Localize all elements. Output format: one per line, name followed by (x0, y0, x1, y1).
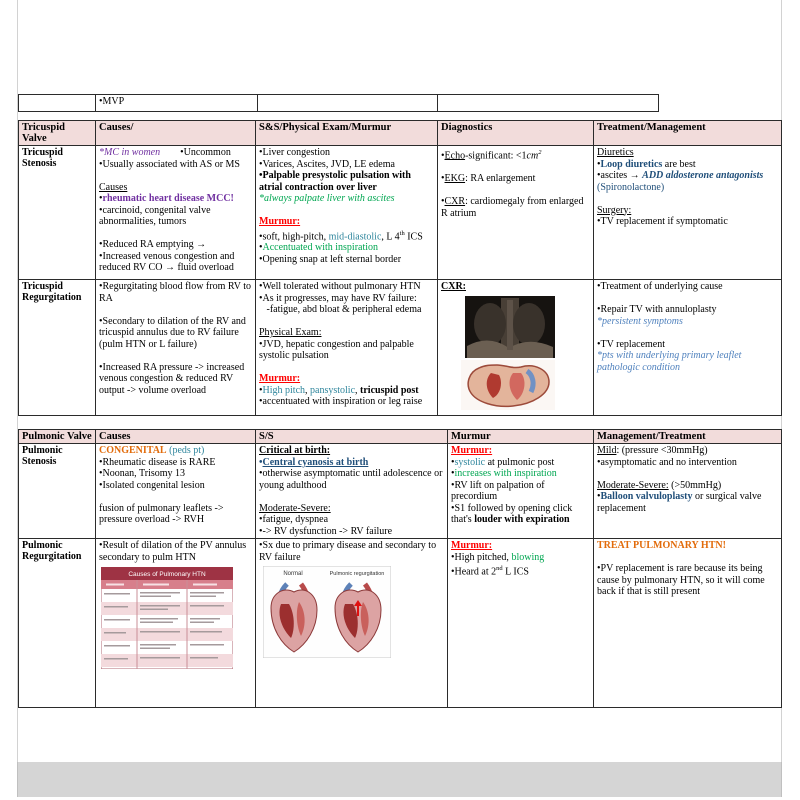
cell-pulmonic-stenosis-management: Mild: (pressure <30mmHg) •asymptomatic and no intervention Moderate-Severe: (>50mmHg) •Balloon valvuloplasty or surgical valve replacement (594, 444, 782, 539)
column-header-causes: Causes (96, 430, 256, 444)
cell-pulmonic-stenosis-ss: Critical at birth: •Central cyanosis at birth •otherwise asymptomatic until adolescence or young adulthood Moderate-Severe: •fatigue, dyspnea •-> RV dysfunction -> RV failure (256, 444, 448, 539)
cell-tricuspid-regurgitation-causes: •Regurgitating blood flow from RV to RA •Secondary to dilation of the RV and tricuspid annulus due to RV failure (pulm HTN or L failure) •Increased RA pressure -> increased venous congestion & reduced RV output -> volume overload (96, 280, 256, 416)
diagnostics-text: CXR: (441, 281, 466, 292)
cell-pulmonic-regurgitation-ss (256, 539, 448, 708)
column-header-causes: Causes/ (96, 121, 256, 146)
row-header-pulmonic-regurgitation: Pulmonic Regurgitation (19, 539, 96, 708)
column-header-tricuspid-valve: Tricuspid Valve (19, 121, 96, 146)
fragment-cell-empty-1 (19, 95, 96, 112)
cell-tricuspid-regurgitation-ss: •Well tolerated without pulmonary HTN •As it progresses, may have RV failure: -fatigue, abd bloat & peripheral edema Physical Exam: •JVD, hepatic congestion and palpable systolic pulsation Murmur: •High pitch, pansystolic, tricuspid post •accentuated with inspiration or leg raise (256, 280, 438, 416)
page-bottom-shadow (17, 762, 782, 797)
causes-text: •Result of dilation of the PV annulus secondary to pulm HTN (99, 540, 249, 563)
cell-tricuspid-regurgitation-treatment: •Treatment of underlying cause •Repair TV with annuloplasty *persistent symptoms •TV replacement *pts with underlying primary leaflet pathologic condition (594, 280, 782, 416)
heart-label-regurgitation: Pulmonic regurgitation (329, 571, 385, 577)
cell-tricuspid-stenosis-diagnostics: •Echo-significant: $<1cm^2$ •EKG: RA enlargement •CXR: cardiomegaly from enlarged R atrium (438, 146, 594, 280)
heart-diagram-image (461, 360, 555, 410)
cell-pulmonic-stenosis-causes: CONGENITAL (peds pt) •Rheumatic disease is RARE •Noonan, Trisomy 13 •Isolated congenital lesion fusion of pulmonary leaflets -> pressure overload -> RVH (96, 444, 256, 539)
pulm-htn-table-title: Causes of Pulmonary HTN (128, 571, 206, 578)
column-header-management: Management/Treatment (594, 430, 782, 444)
row-header-pulmonic-stenosis: Pulmonic Stenosis (19, 444, 96, 539)
cell-pulmonic-stenosis-murmur: Murmur: •systolic at pulmonic post •increases with inspiration •RV lift on palpation of precordium •S1 followed by opening click that's louder with expiration (448, 444, 594, 539)
cell-pulmonic-regurgitation-murmur: Murmur: •High pitched, blowing •Heard at 2nd L ICS (448, 539, 594, 708)
previous-table-fragment (18, 94, 659, 112)
row-header-tricuspid-stenosis: Tricuspid Stenosis (19, 146, 96, 280)
column-header-ss-exam-murmur: S&S/Physical Exam/Murmur (256, 121, 438, 146)
chest-xray-image (465, 296, 555, 358)
pulmonary-htn-causes-table-image (101, 567, 233, 669)
tricuspid-valve-table (18, 120, 782, 416)
cell-pulmonic-regurgitation-causes (96, 539, 256, 708)
column-header-pulmonic-valve: Pulmonic Valve (19, 430, 96, 444)
cell-tricuspid-stenosis-treatment: Diuretics •Loop diuretics are best •ascites → ADD aldosterone antagonists (Spironolactone) Surgery: •TV replacement if symptomatic (594, 146, 782, 280)
fragment-cell-mvp: •MVP (96, 95, 258, 112)
cell-tricuspid-regurgitation-diagnostics (438, 280, 594, 416)
cell-tricuspid-stenosis-ss: •Liver congestion •Varices, Ascites, JVD, LE edema •Palpable presystolic pulsation with atrial contraction over liver *always palpate liver with ascites Murmur: •soft, high-pitch, mid-diastolic, L 4th ICS •Accentuated with inspiration •Opening snap at left sternal border (256, 146, 438, 280)
pulmonic-valve-table (18, 429, 782, 708)
column-header-diagnostics: Diagnostics (438, 121, 594, 146)
heart-label-normal: Normal (283, 571, 303, 577)
heart-comparison-image (263, 566, 391, 658)
fragment-cell-empty-3 (438, 95, 659, 112)
cell-tricuspid-stenosis-causes: *MC in women •Uncommon •Usually associated with AS or MS Causes •rheumatic heart disease MCC! •carcinoid, congenital valve abnormalities, tumors •Reduced RA emptying → •Increased venous congestion and reduced RV CO → fluid overload (96, 146, 256, 280)
fragment-cell-empty-2 (258, 95, 438, 112)
column-header-ss: S/S (256, 430, 448, 444)
column-header-murmur: Murmur (448, 430, 594, 444)
ss-text: •Sx due to primary disease and secondary to RV failure (259, 540, 439, 563)
document-page (17, 0, 782, 762)
cell-pulmonic-regurgitation-management: TREAT PULMONARY HTN! •PV replacement is rare because its being cause by pulmonary HTN, so it will come back if that is still present (594, 539, 782, 708)
row-header-tricuspid-regurgitation: Tricuspid Regurgitation (19, 280, 96, 416)
column-header-treatment: Treatment/Management (594, 121, 782, 146)
